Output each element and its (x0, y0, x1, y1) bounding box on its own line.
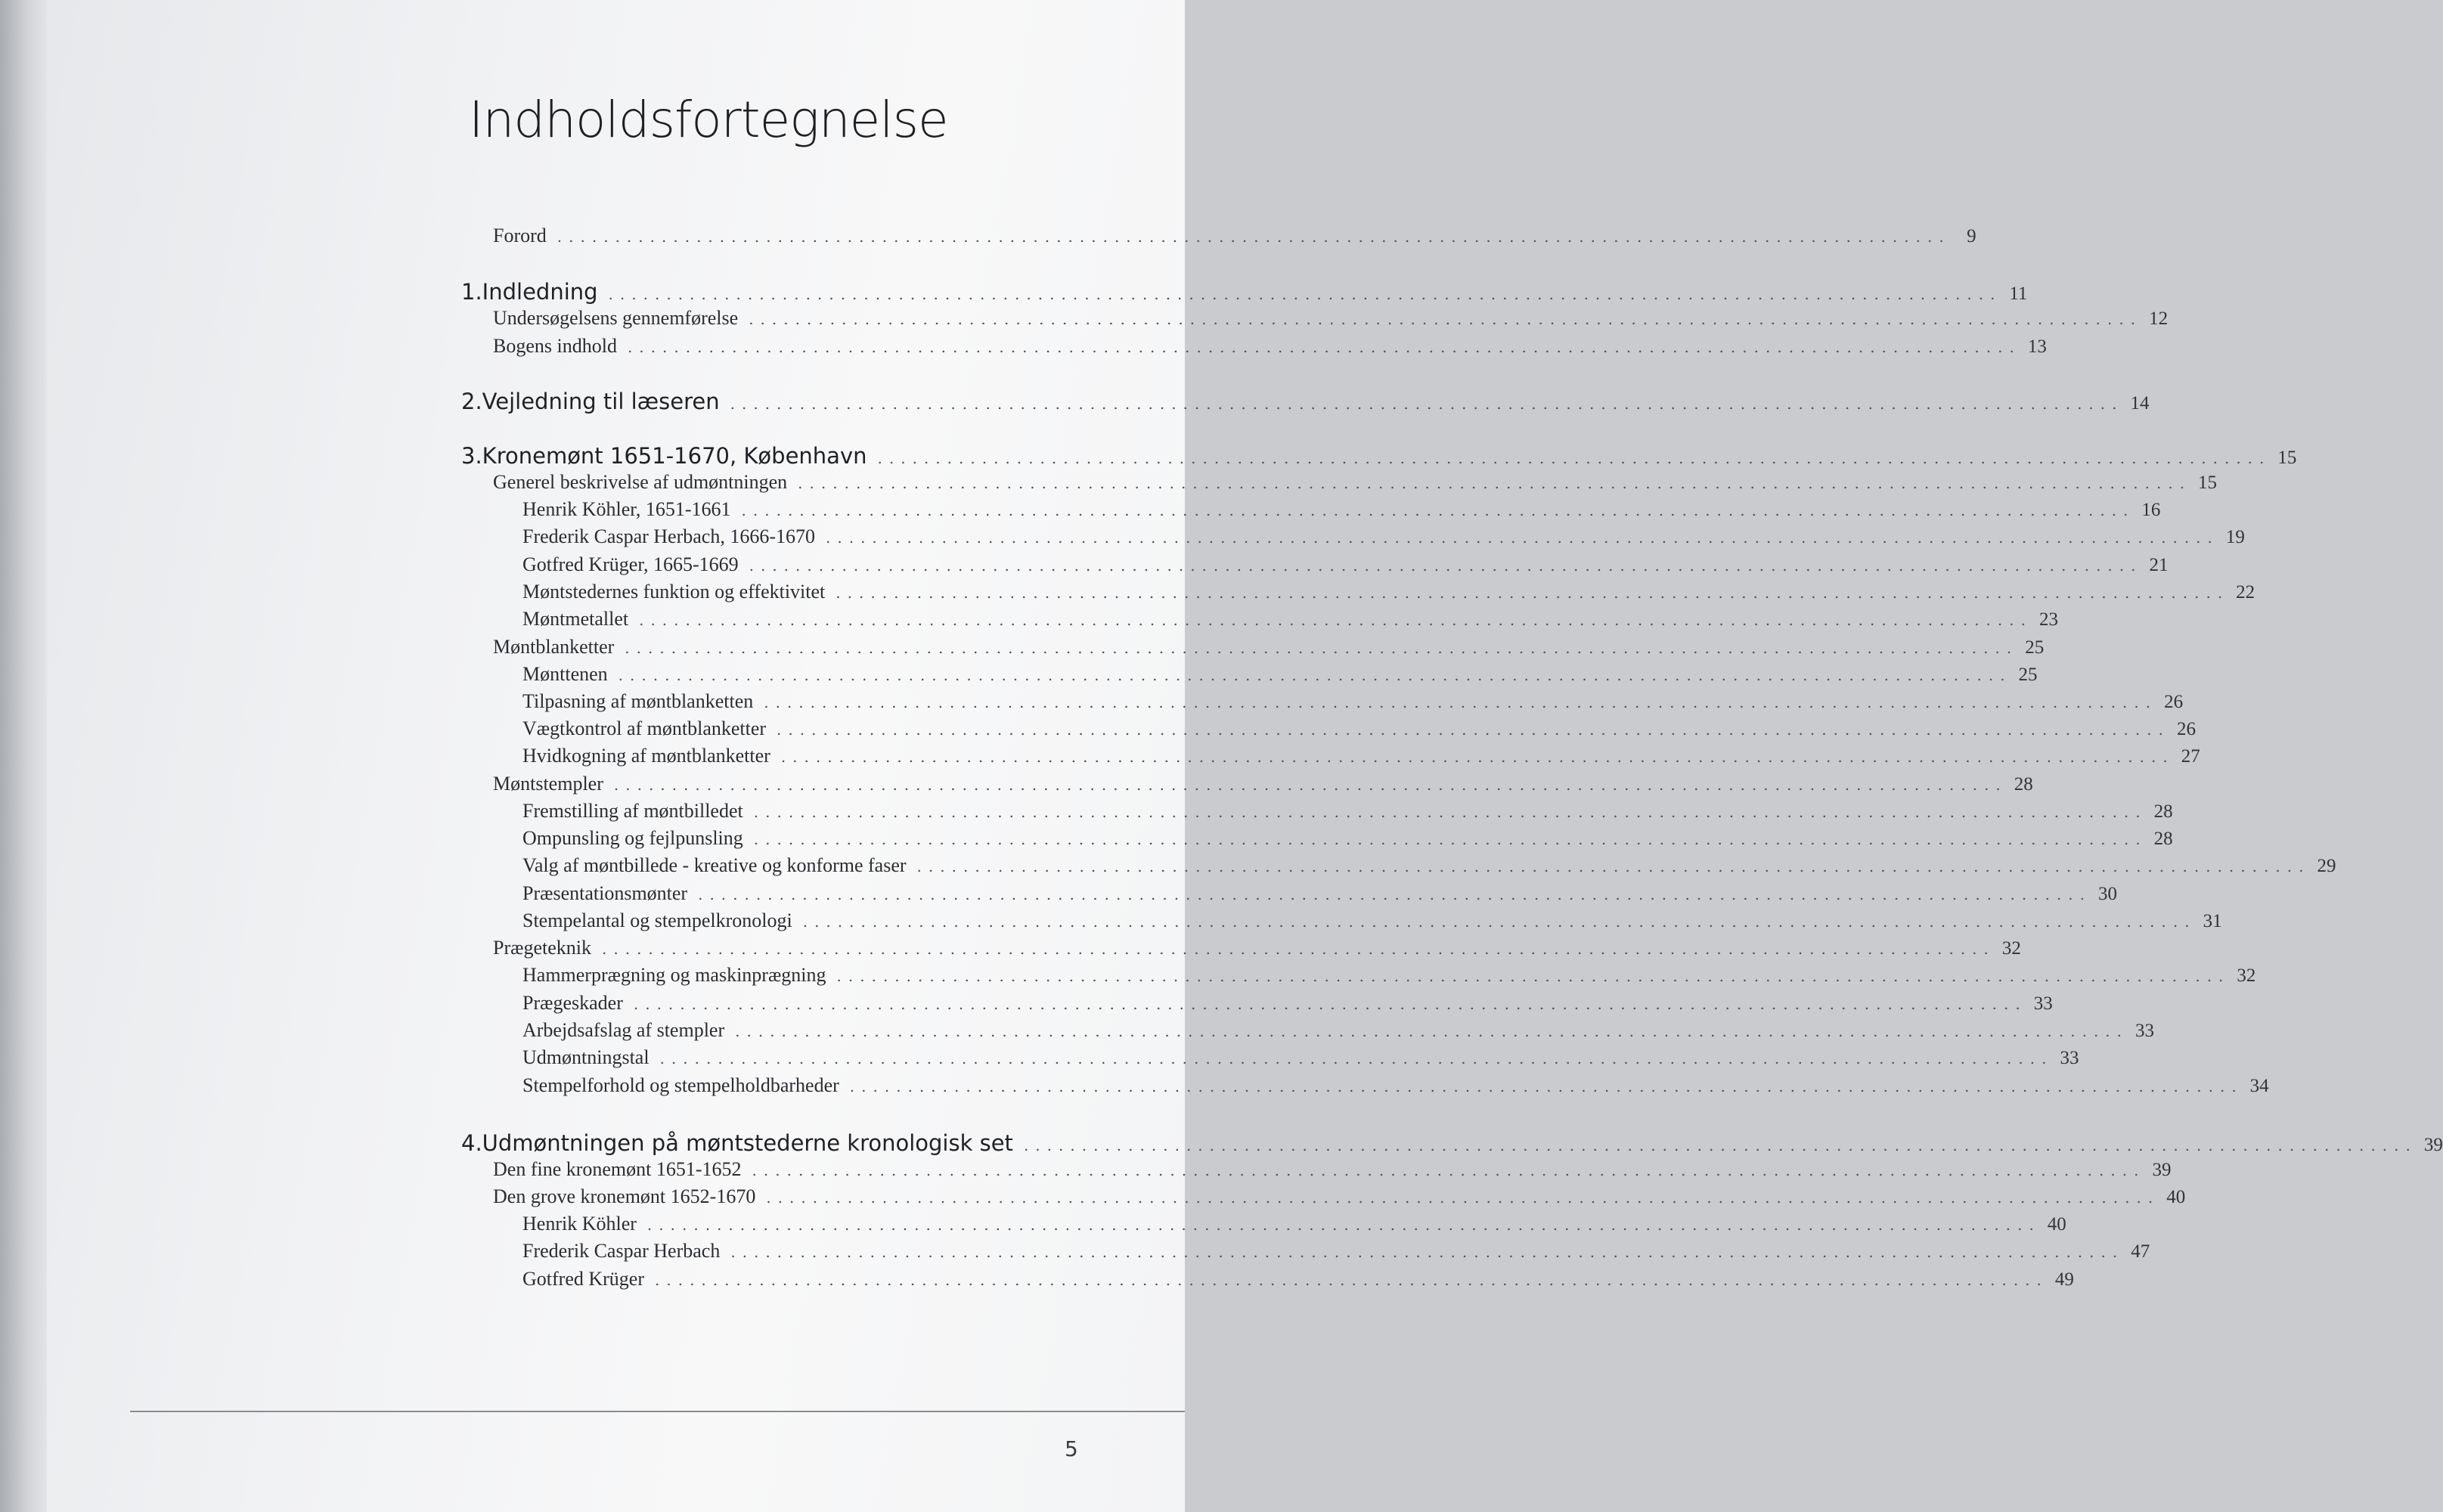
footer-rule (130, 1411, 1185, 1412)
toc-entry-row (522, 800, 2173, 823)
toc-page-number: 40 (2047, 1214, 2066, 1235)
toc-entry-label: Kronemønt 1651-1670, København (482, 443, 867, 469)
toc-entry-label: Frederik Caspar Herbach (522, 1240, 721, 1262)
toc-entry-label: Henrik Köhler (522, 1213, 637, 1235)
chapter-number: 2. (461, 389, 482, 414)
leader-dots: ........................................................................................................................ (780, 748, 2175, 766)
toc-entry-label: Gotfred Krüger (522, 1268, 644, 1290)
leader-dots: ........................................................................................................................ (749, 556, 2143, 575)
toc-entry-label: Indledning (482, 279, 598, 305)
toc-entry-label: Udmøntningen på møntstederne kronologisk set (482, 1130, 1013, 1156)
toc-page-number: 28 (2014, 774, 2033, 795)
toc-entry-row (522, 690, 2184, 713)
leader-dots: ........................................................................................................................ (613, 776, 2007, 794)
toc-entry-row (522, 717, 2196, 740)
toc-chapter-row (461, 1130, 2443, 1156)
toc-entry-row (522, 745, 2200, 767)
toc-entry-row (493, 335, 2047, 358)
leader-dots: ........................................................................................................................ (646, 1216, 2041, 1234)
toc-entry-row (522, 1074, 2269, 1097)
leader-dots: ........................................................................................................................ (753, 803, 2147, 821)
toc-page-number: 33 (2135, 1021, 2155, 1041)
toc-entry-label: Møntstedernes funktion og effektivitet (522, 581, 826, 603)
leader-dots: ........................................................................................................................ (735, 1022, 2129, 1040)
toc-page-number: 23 (2038, 609, 2058, 630)
toc-entry-row (493, 937, 2021, 959)
toc-entry-label: Valg af møntbillede - kreative og konforme faser (522, 854, 907, 876)
toc-entry-row (493, 1158, 2172, 1181)
leader-dots: ........................................................................................................................ (698, 885, 2091, 903)
toc-entry-row (522, 553, 2169, 576)
leader-dots: ........................................................................................................................ (741, 501, 2135, 519)
toc-page-number: 22 (2236, 582, 2255, 603)
toc-page-number: 25 (2025, 637, 2045, 658)
toc-page-number: 15 (2198, 472, 2218, 493)
toc-entry-label: Vægtkontrol af møntblanketter (522, 717, 767, 739)
toc-entry-label: Generel beskrivelse af udmøntningen (493, 471, 788, 493)
toc-entry-row (522, 525, 2245, 548)
toc-entry-row (522, 882, 2117, 905)
toc-entry-row (493, 471, 2218, 494)
page-title: Indholdsfortegnelse (469, 91, 948, 149)
toc-entry-label: Vejledning til læseren (482, 389, 720, 414)
toc-entry-label: Frederik Caspar Herbach, 1666-1670 (522, 525, 815, 547)
toc-page-number: 26 (2176, 719, 2196, 739)
toc-entry-label: Mønttenen (522, 663, 608, 685)
toc-entry-label: Undersøgelsens gennemførelse (493, 307, 739, 329)
page-number: 5 (1065, 1436, 1078, 1461)
leader-dots: ........................................................................................................................ (556, 228, 1951, 246)
leader-dots: ........................................................................................................................ (608, 285, 2002, 303)
toc-entry-label: Udmøntningstal (522, 1046, 650, 1068)
toc-page-number: 29 (2317, 856, 2336, 876)
leader-dots: ........................................................................................................................ (753, 830, 2147, 848)
toc-page-number: 13 (2027, 336, 2047, 357)
toc-page-number: 33 (2033, 993, 2053, 1014)
leader-dots: ........................................................................................................................ (798, 474, 2192, 492)
toc-page-number: 28 (2153, 829, 2173, 849)
toc-entry-label: Fremstilling af møntbilledet (522, 800, 743, 822)
toc-entry-label: Præsentationsmønter (522, 882, 688, 904)
toc-entry-row (522, 964, 2256, 987)
toc-chapter-row (461, 279, 2028, 305)
leader-dots: ........................................................................................................................ (627, 338, 2021, 356)
chapter-number: 4. (461, 1130, 482, 1156)
toc-entry-label: Arbejdsafslag af stempler (522, 1019, 725, 1041)
toc-entry-row (522, 1019, 2155, 1042)
leader-dots: ........................................................................................................................ (826, 528, 2219, 547)
leader-dots: ........................................................................................................................ (802, 912, 2197, 931)
toc-entry-row (522, 1240, 2150, 1263)
leader-dots: ........................................................................................................................ (625, 639, 2019, 657)
toc-entry-label: Hammerprægning og maskinprægning (522, 964, 826, 986)
toc-page-number: 19 (2225, 527, 2245, 547)
toc-page-number: 32 (2001, 938, 2021, 959)
toc-page-number: 25 (2018, 665, 2038, 685)
leader-dots: ........................................................................................................................ (836, 584, 2230, 602)
leader-dots: ........................................................................................................................ (602, 940, 1995, 958)
leader-dots: ........................................................................................................................ (777, 720, 2170, 739)
leader-dots: ........................................................................................................................ (730, 1243, 2125, 1261)
toc-entry-label: Gotfred Krüger, 1665-1669 (522, 553, 739, 575)
leader-dots: ........................................................................................................................ (655, 1271, 2048, 1289)
toc-page-number: 40 (2166, 1187, 2186, 1207)
toc-entry-row (522, 992, 2053, 1015)
toc-page-number: 39 (2152, 1160, 2172, 1180)
toc-page-number: 49 (2054, 1269, 2074, 1290)
leader-dots: ........................................................................................................................ (633, 995, 2027, 1013)
toc-page-number: 26 (2164, 692, 2184, 712)
toc-chapter-row (461, 443, 2297, 469)
leader-dots: ........................................................................................................................ (639, 611, 2032, 629)
toc-page-number: 15 (2277, 448, 2297, 468)
toc-page-number: 47 (2131, 1241, 2150, 1262)
leader-dots: ........................................................................................................................ (766, 1188, 2160, 1207)
toc-entry-label: Stempelforhold og stempelholdbarheder (522, 1074, 839, 1096)
toc-page-number: 11 (2009, 284, 2028, 304)
toc-page-number: 33 (2060, 1048, 2079, 1068)
toc-entry-label: Den fine kronemønt 1651-1652 (493, 1158, 742, 1180)
toc-entry-label: Prægeskader (522, 992, 623, 1014)
toc-entry-label: Møntstempler (493, 773, 603, 795)
toc-entry-row (493, 1185, 2186, 1208)
toc-page-number: 16 (2141, 500, 2161, 520)
toc-entry-label: Ompunsling og fejlpunsling (522, 827, 743, 849)
leader-dots: ........................................................................................................................ (1023, 1136, 2417, 1154)
leader-dots: ........................................................................................................................ (849, 1077, 2243, 1095)
leader-dots: ........................................................................................................................ (618, 666, 2012, 684)
toc-entry-label: Forord (493, 225, 547, 246)
toc-page-number: 34 (2249, 1076, 2269, 1096)
leader-dots: ........................................................................................................................ (916, 857, 2311, 875)
toc-entry-row (493, 225, 1976, 247)
toc-entry-row (522, 498, 2161, 521)
toc-entry-label: Tilpasning af møntblanketten (522, 690, 754, 712)
toc-entry-row (522, 663, 2038, 686)
toc-entry-label: Prægeteknik (493, 937, 591, 959)
leader-dots: ........................................................................................................................ (877, 449, 2271, 467)
toc-page-number: 27 (2181, 746, 2200, 767)
chapter-number: 3. (461, 443, 482, 469)
toc-entry-row (522, 1268, 2074, 1290)
toc-page-number: 30 (2097, 884, 2117, 904)
toc-entry-label: Bogens indhold (493, 335, 617, 357)
leader-dots: ........................................................................................................................ (659, 1049, 2054, 1067)
toc-page-number: 21 (2149, 555, 2169, 575)
toc-page-number: 12 (2149, 308, 2169, 329)
leader-dots: ........................................................................................................................ (752, 1161, 2146, 1179)
toc-page-number: 39 (2423, 1135, 2443, 1155)
toc-entry-row (522, 827, 2173, 850)
leader-dots: ........................................................................................................................ (730, 395, 2124, 413)
toc-page-number: 14 (2130, 393, 2150, 414)
toc-entry-label: Henrik Köhler, 1651-1661 (522, 498, 731, 520)
toc-entry-label: Hvidkogning af møntblanketter (522, 745, 770, 767)
toc-chapter-row (461, 389, 2150, 414)
toc-page-number: 32 (2237, 965, 2256, 986)
toc-entry-row (522, 854, 2336, 877)
toc-entry-label: Møntmetallet (522, 608, 629, 630)
toc-entry-label: Den grove kronemønt 1652-1670 (493, 1185, 756, 1207)
toc-entry-row (522, 1213, 2066, 1235)
toc-entry-row (493, 773, 2033, 795)
toc-page-number: 28 (2153, 801, 2173, 822)
toc-entry-row (522, 581, 2255, 603)
toc-entry-row (522, 608, 2058, 631)
leader-dots: ........................................................................................................................ (764, 693, 2158, 711)
toc-entry-label: Møntblanketter (493, 636, 615, 658)
leader-dots: ........................................................................................................................ (749, 310, 2143, 328)
toc-entry-row (522, 1046, 2079, 1069)
toc-entry-row (522, 909, 2222, 932)
toc-entry-label: Stempelantal og stempelkronologi (522, 909, 792, 931)
toc-page-number: 31 (2203, 911, 2222, 931)
toc-page-number: 9 (1967, 226, 1976, 246)
chapter-number: 1. (461, 279, 482, 305)
toc-entry-row (493, 636, 2045, 658)
leader-dots: ........................................................................................................................ (836, 967, 2231, 985)
toc-entry-row (493, 307, 2169, 330)
